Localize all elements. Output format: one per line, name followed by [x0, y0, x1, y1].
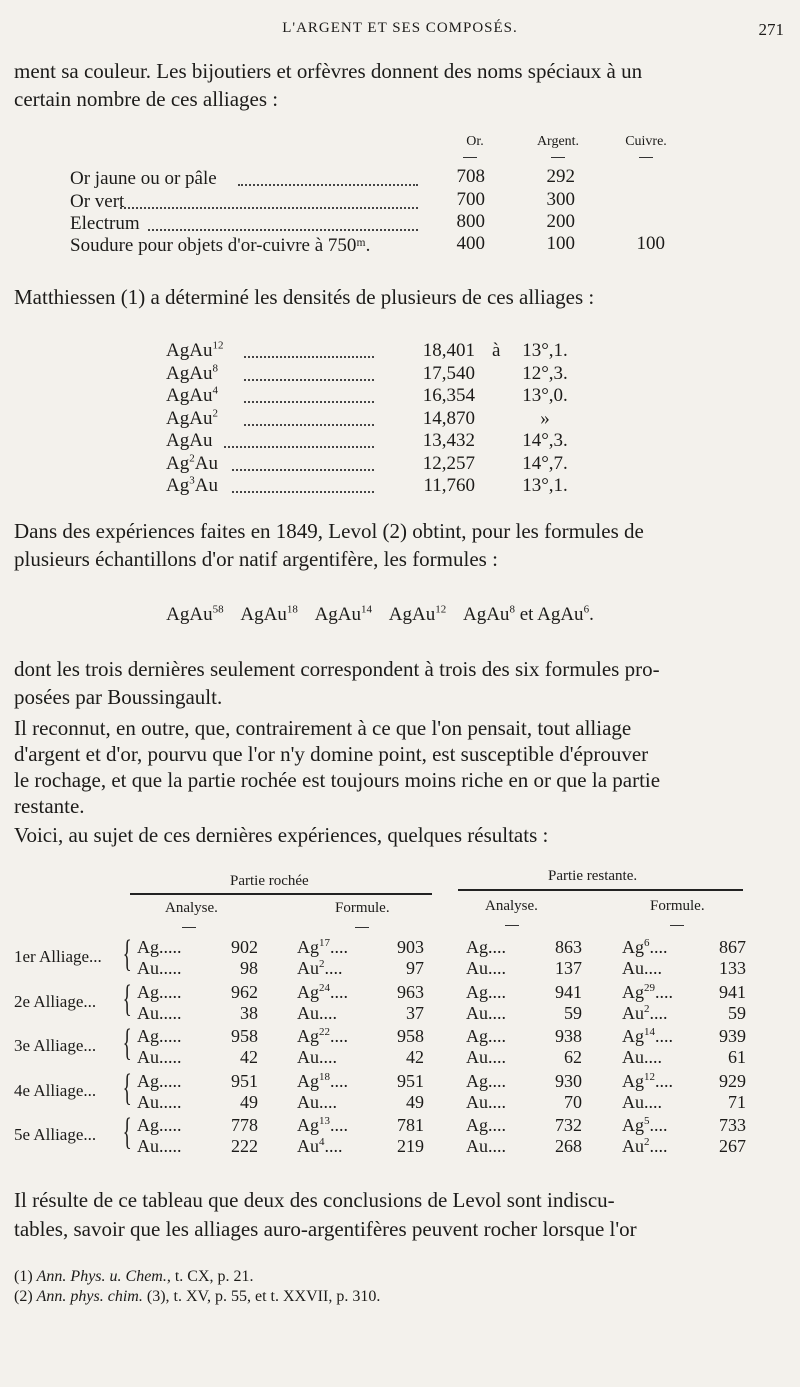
formula-base: AgAu [166, 408, 213, 429]
formula-ag: Ag$^{12}$.... [622, 1071, 673, 1091]
formula-au: Au.... [297, 1003, 337, 1023]
conjunction: et [519, 604, 534, 625]
formula-index: 17 [319, 937, 330, 949]
formula-au: Au$^2$.... [622, 1003, 668, 1023]
formula-ag-value: 867 [719, 937, 746, 957]
density-temperature: 14°,3. [522, 430, 568, 451]
formula-base: AgAu [166, 430, 213, 451]
formula-ag-value: 939 [719, 1026, 746, 1046]
element-symbol: Au.... [466, 1047, 506, 1067]
running-title: L'ARGENT ET SES COMPOSÉS. [282, 20, 518, 36]
density-temperature: 13°,1. [522, 340, 568, 361]
group-header-restante: Partie restante. [548, 868, 638, 884]
formula-base: Au [297, 958, 319, 978]
density-formula [166, 453, 218, 475]
formula-index: 8 [212, 362, 218, 375]
formula-ag: Ag$^{17}$.... [297, 937, 348, 957]
formula-index: 22 [319, 1026, 330, 1038]
analysis-au: 42 [240, 1047, 258, 1067]
analysis-au: 59 [564, 1003, 582, 1023]
formula-ag-value: 941 [719, 982, 746, 1002]
element-symbol: Ag..... [137, 1115, 182, 1135]
formula-ag-value: 733 [719, 1115, 746, 1135]
alloy-label: 3e Alliage... [14, 1036, 97, 1055]
formula-base: Au [297, 1047, 319, 1067]
element-symbol: Au..... [137, 958, 182, 978]
formula-au-value: 37 [406, 1003, 424, 1023]
formula-index: 18 [286, 603, 298, 616]
left-brace-icon: { [122, 978, 132, 1020]
formula-ag-value: 958 [397, 1026, 424, 1046]
density-formula [166, 430, 212, 452]
group-brace [130, 893, 432, 895]
element-symbol: Au..... [137, 1136, 182, 1156]
col-rule [463, 157, 477, 158]
element-symbol: Au.... [466, 1003, 506, 1023]
analysis-au: 62 [564, 1047, 582, 1067]
footnote-ref: (3), t. XV, p. 55, et t. XXVII, p. 310. [142, 1288, 381, 1305]
element-symbol: Au.... [466, 1136, 506, 1156]
group-brace [458, 889, 743, 891]
formula-base: AgAu [166, 385, 213, 406]
group-header-rochee: Partie rochée [230, 873, 309, 889]
formula-base: Ag [297, 982, 319, 1002]
paragraph-line: Voici, au sujet de ces dernières expériences, quelques résultats : [14, 823, 549, 847]
alloy-name: Or jaune ou or pâle [70, 168, 217, 189]
analysis-au: 137 [555, 958, 582, 978]
sub-header: Formule. [335, 900, 390, 916]
formula-ag-value: 951 [397, 1071, 424, 1091]
formula-index: 3 [189, 474, 195, 487]
footnote-source: Ann. Phys. u. Chem. [36, 1268, 167, 1285]
analysis-au: 70 [564, 1092, 582, 1112]
formula-index: 18 [319, 1071, 330, 1083]
analysis-au: 49 [240, 1092, 258, 1112]
paragraph-line: certain nombre de ces alliages : [14, 87, 279, 111]
sub-header: Formule. [650, 898, 705, 914]
alloy-label: 1er Alliage... [14, 947, 102, 966]
density-temperature: » [540, 408, 550, 429]
formula-ag-value: 781 [397, 1115, 424, 1135]
density-formula [166, 340, 223, 362]
formula-au: Au.... [622, 1047, 662, 1067]
formula: AgAu [462, 604, 510, 625]
paragraph-line: d'argent et d'or, pourvu que l'or n'y domine point, est susceptible d'éprouver [14, 742, 649, 766]
element-symbol: Au..... [137, 1092, 182, 1112]
formula-base: Ag [166, 453, 190, 474]
alloy-name: Or vert [70, 191, 125, 212]
dot-leader [244, 356, 374, 358]
formula-index: 2 [189, 452, 195, 465]
formula-au-value: 133 [719, 958, 746, 978]
alloy-label: 5e Alliage... [14, 1125, 97, 1144]
left-brace-icon: { [122, 933, 132, 975]
density-value: 14,870 [422, 408, 475, 429]
formula-au: Au$^2$.... [297, 958, 343, 978]
formula-au-value: 59 [728, 1003, 746, 1023]
element-symbol: Au..... [137, 1003, 182, 1023]
formula-base: Ag [297, 1026, 319, 1046]
value-argent: 292 [546, 166, 575, 187]
element-symbol: Au.... [466, 1092, 506, 1112]
dot-leader [120, 207, 418, 209]
formula-base2: Au [194, 453, 218, 474]
footnote-ref: , t. CX, p. 21. [166, 1268, 254, 1285]
paragraph-line: Dans des expériences faites en 1849, Levol (2) obtint, pour les formules de [14, 519, 644, 543]
formula-ag-value: 963 [397, 982, 424, 1002]
density-value: 11,760 [423, 475, 475, 496]
formula-base: Au [622, 958, 644, 978]
dot-leader [244, 379, 374, 381]
density-temperature: 14°,7. [522, 453, 568, 474]
dot-leader [224, 446, 374, 448]
analysis-ag: 930 [555, 1071, 582, 1091]
formula-index: 14 [361, 603, 373, 616]
formula: AgAu [240, 604, 287, 625]
density-value: 18,401 [422, 340, 475, 361]
value-or: 700 [456, 189, 485, 210]
formula-index: 12 [212, 339, 224, 352]
analysis-ag: 951 [231, 1071, 258, 1091]
formula-index: 58 [212, 603, 224, 616]
density-temperature: 13°,1. [522, 475, 568, 496]
formula-au: Au.... [622, 1092, 662, 1112]
element-symbol: Au..... [137, 1047, 182, 1067]
element-symbol: Au.... [466, 958, 506, 978]
value-argent: 300 [546, 189, 575, 210]
analysis-ag: 962 [231, 982, 258, 1002]
formula-base: AgAu [166, 340, 213, 361]
col-header-or: Or. [466, 134, 484, 149]
formula-index: 12 [435, 603, 447, 616]
paragraph-line: plusieurs échantillons d'or natif argentifère, les formules : [14, 547, 498, 571]
element-symbol: Ag..... [137, 937, 182, 957]
paragraph-line: posées par Boussingault. [14, 685, 223, 709]
formula-index: 2 [644, 1136, 650, 1148]
formula: AgAu [537, 604, 584, 625]
formula-base: Ag [622, 982, 644, 1002]
formula-index: 2 [319, 958, 325, 970]
element-symbol: Ag..... [137, 982, 182, 1002]
formula-base: AgAu [166, 363, 213, 384]
formula-au: Au.... [297, 1047, 337, 1067]
analysis-ag: 902 [231, 937, 258, 957]
value-or: 800 [456, 211, 485, 232]
dot-leader [238, 184, 418, 186]
col-rule [182, 927, 196, 928]
col-header-argent: Argent. [536, 134, 580, 149]
formula-base: Au [622, 1047, 644, 1067]
formula-ag: Ag$^6$.... [622, 937, 668, 957]
col-rule [551, 157, 565, 158]
formula-index: 29 [644, 982, 655, 994]
formula-ag: Ag$^{22}$.... [297, 1026, 348, 1046]
col-rule [355, 927, 369, 928]
formula-au-value: 219 [397, 1136, 424, 1156]
dot-leader [244, 401, 374, 403]
element-symbol: Ag.... [466, 1071, 506, 1091]
formula-au-value: 49 [406, 1092, 424, 1112]
left-brace-icon: { [122, 1022, 132, 1064]
formula-index: 5 [644, 1115, 650, 1127]
density-temperature: 12°,3. [522, 363, 568, 384]
value-or: 708 [456, 166, 485, 187]
formula-index: 6 [583, 603, 590, 616]
formula-index: 2 [212, 407, 218, 420]
formula-index: 14 [644, 1026, 655, 1038]
density-formula [166, 385, 218, 407]
formula-au-value: 71 [728, 1092, 746, 1112]
formula-index: 12 [644, 1071, 655, 1083]
dot-leader [232, 491, 374, 493]
analysis-au: 98 [240, 958, 258, 978]
formula-au-value: 97 [406, 958, 424, 978]
col-rule [670, 925, 684, 926]
footnote-mark: (2) [14, 1288, 33, 1305]
footnote-source: Ann. phys. chim. [36, 1288, 143, 1305]
formula-index: 6 [644, 937, 650, 949]
paragraph-line: restante. [14, 794, 85, 818]
element-symbol: Ag.... [466, 982, 506, 1002]
col-header-cuivre: Cuivre. [625, 134, 667, 149]
col-rule [639, 157, 653, 158]
formula-base: Ag [622, 1071, 644, 1091]
paragraph-line: ment sa couleur. Les bijoutiers et orfèvres donnent des noms spéciaux à un [14, 59, 643, 83]
formula-au: Au.... [622, 958, 662, 978]
value-argent: 200 [546, 211, 575, 232]
formula-ag: Ag$^{13}$.... [297, 1115, 348, 1135]
left-brace-icon: { [122, 1067, 132, 1109]
formula: AgAu [388, 604, 436, 625]
formula-index: 13 [319, 1115, 330, 1127]
dot-leader [244, 424, 374, 426]
formula-ag: Ag$^{29}$.... [622, 982, 673, 1002]
alloy-label: 4e Alliage... [14, 1081, 97, 1100]
analysis-ag: 938 [555, 1026, 582, 1046]
formula-base: Au [622, 1136, 644, 1156]
footnote [14, 1268, 254, 1286]
value-or: 400 [456, 233, 485, 254]
formula-au: Au.... [297, 1092, 337, 1112]
formula-ag: Ag$^{18}$.... [297, 1071, 348, 1091]
element-symbol: Ag.... [466, 937, 506, 957]
density-value: 16,354 [422, 385, 475, 406]
formula-base: Au [297, 1092, 319, 1112]
density-formula [166, 363, 218, 385]
formula-ag-value: 929 [719, 1071, 746, 1091]
formula-index: 4 [212, 384, 218, 397]
formula-ag: Ag$^{24}$.... [297, 982, 348, 1002]
formula-au: Au$^2$.... [622, 1136, 668, 1156]
paragraph-line: Il résulte de ce tableau que deux des conclusions de Levol sont indiscu- [14, 1188, 615, 1212]
formula: AgAu [314, 604, 362, 625]
paragraph-line: Il reconnut, en outre, que, contrairement à ce que l'on pensait, tout alliage [14, 716, 632, 740]
running-header [0, 20, 800, 44]
formula-base: Ag [622, 1026, 644, 1046]
dot-leader [232, 469, 374, 471]
formula-base: Au [297, 1136, 319, 1156]
density-value: 12,257 [422, 453, 475, 474]
alloy-label: 2e Alliage... [14, 992, 97, 1011]
formula-ag: Ag$^5$.... [622, 1115, 668, 1135]
left-brace-icon: { [122, 1111, 132, 1153]
formula-base: Au [622, 1092, 644, 1112]
analysis-ag: 778 [231, 1115, 258, 1135]
analysis-ag: 958 [231, 1026, 258, 1046]
formula-base: Ag [297, 1071, 319, 1091]
sub-header: Analyse. [485, 898, 538, 914]
col-rule [505, 925, 519, 926]
density-temperature: 13°,0. [522, 385, 568, 406]
paragraph-line: tables, savoir que les alliages auro-argentifères peuvent rocher lorsque l'or [14, 1217, 637, 1241]
dot-leader [148, 229, 418, 231]
footnote [14, 1288, 380, 1306]
analysis-ag: 863 [555, 937, 582, 957]
paragraph-line: Matthiessen (1) a déterminé les densités de plusieurs de ces alliages : [14, 285, 595, 309]
value-cuivre: 100 [636, 233, 665, 254]
density-formula [166, 475, 218, 497]
formula-base: Ag [622, 937, 644, 957]
paragraph-line: dont les trois dernières seulement correspondent à trois des six formules pro- [14, 657, 660, 681]
density-value: 17,540 [422, 363, 475, 384]
formula-au-value: 42 [406, 1047, 424, 1067]
formula-base: Ag [166, 475, 190, 496]
formula-au-value: 61 [728, 1047, 746, 1067]
formula-base: Ag [622, 1115, 644, 1135]
formula-index: 24 [319, 982, 330, 994]
formula-base2: Au [194, 475, 218, 496]
formula-index: 4 [319, 1136, 325, 1148]
formula-base: Au [622, 1003, 644, 1023]
formula-index: 2 [644, 1003, 650, 1015]
formula-base: Ag [297, 937, 319, 957]
density-formula [166, 408, 218, 430]
alloy-name: Electrum [70, 213, 140, 234]
analysis-au: 38 [240, 1003, 258, 1023]
element-symbol: Ag.... [466, 1115, 506, 1135]
density-a: à [492, 340, 501, 361]
formula-base: Ag [297, 1115, 319, 1135]
formula-ag-value: 903 [397, 937, 424, 957]
element-symbol: Ag..... [137, 1026, 182, 1046]
formula-au: Au$^4$.... [297, 1136, 343, 1156]
formula-base: Au [297, 1003, 319, 1023]
element-symbol: Ag.... [466, 1026, 506, 1046]
value-argent: 100 [546, 233, 575, 254]
formula: AgAu [166, 604, 213, 625]
levol-formulas: AgAu$^{58}$ AgAu$^{18}$ AgAu$^{14}$ AgAu$^{12}$ AgAu$^8$ et AgAu$^6$. [166, 603, 594, 625]
paragraph-line: le rochage, et que la partie rochée est toujours moins riche en or que la partie [14, 768, 661, 792]
analysis-au: 268 [555, 1136, 582, 1156]
element-symbol: Ag..... [137, 1071, 182, 1091]
formula-au-value: 267 [719, 1136, 746, 1156]
alloy-name: Soudure pour objets d'or-cuivre à 750ᵐ. [70, 235, 371, 256]
analysis-au: 222 [231, 1136, 258, 1156]
analysis-ag: 941 [555, 982, 582, 1002]
sub-header: Analyse. [165, 900, 218, 916]
analysis-ag: 732 [555, 1115, 582, 1135]
formula-index: 8 [509, 603, 515, 616]
page-number: 271 [758, 20, 784, 39]
footnote-mark: (1) [14, 1268, 33, 1285]
density-value: 13,432 [422, 430, 475, 451]
formula-ag: Ag$^{14}$.... [622, 1026, 673, 1046]
